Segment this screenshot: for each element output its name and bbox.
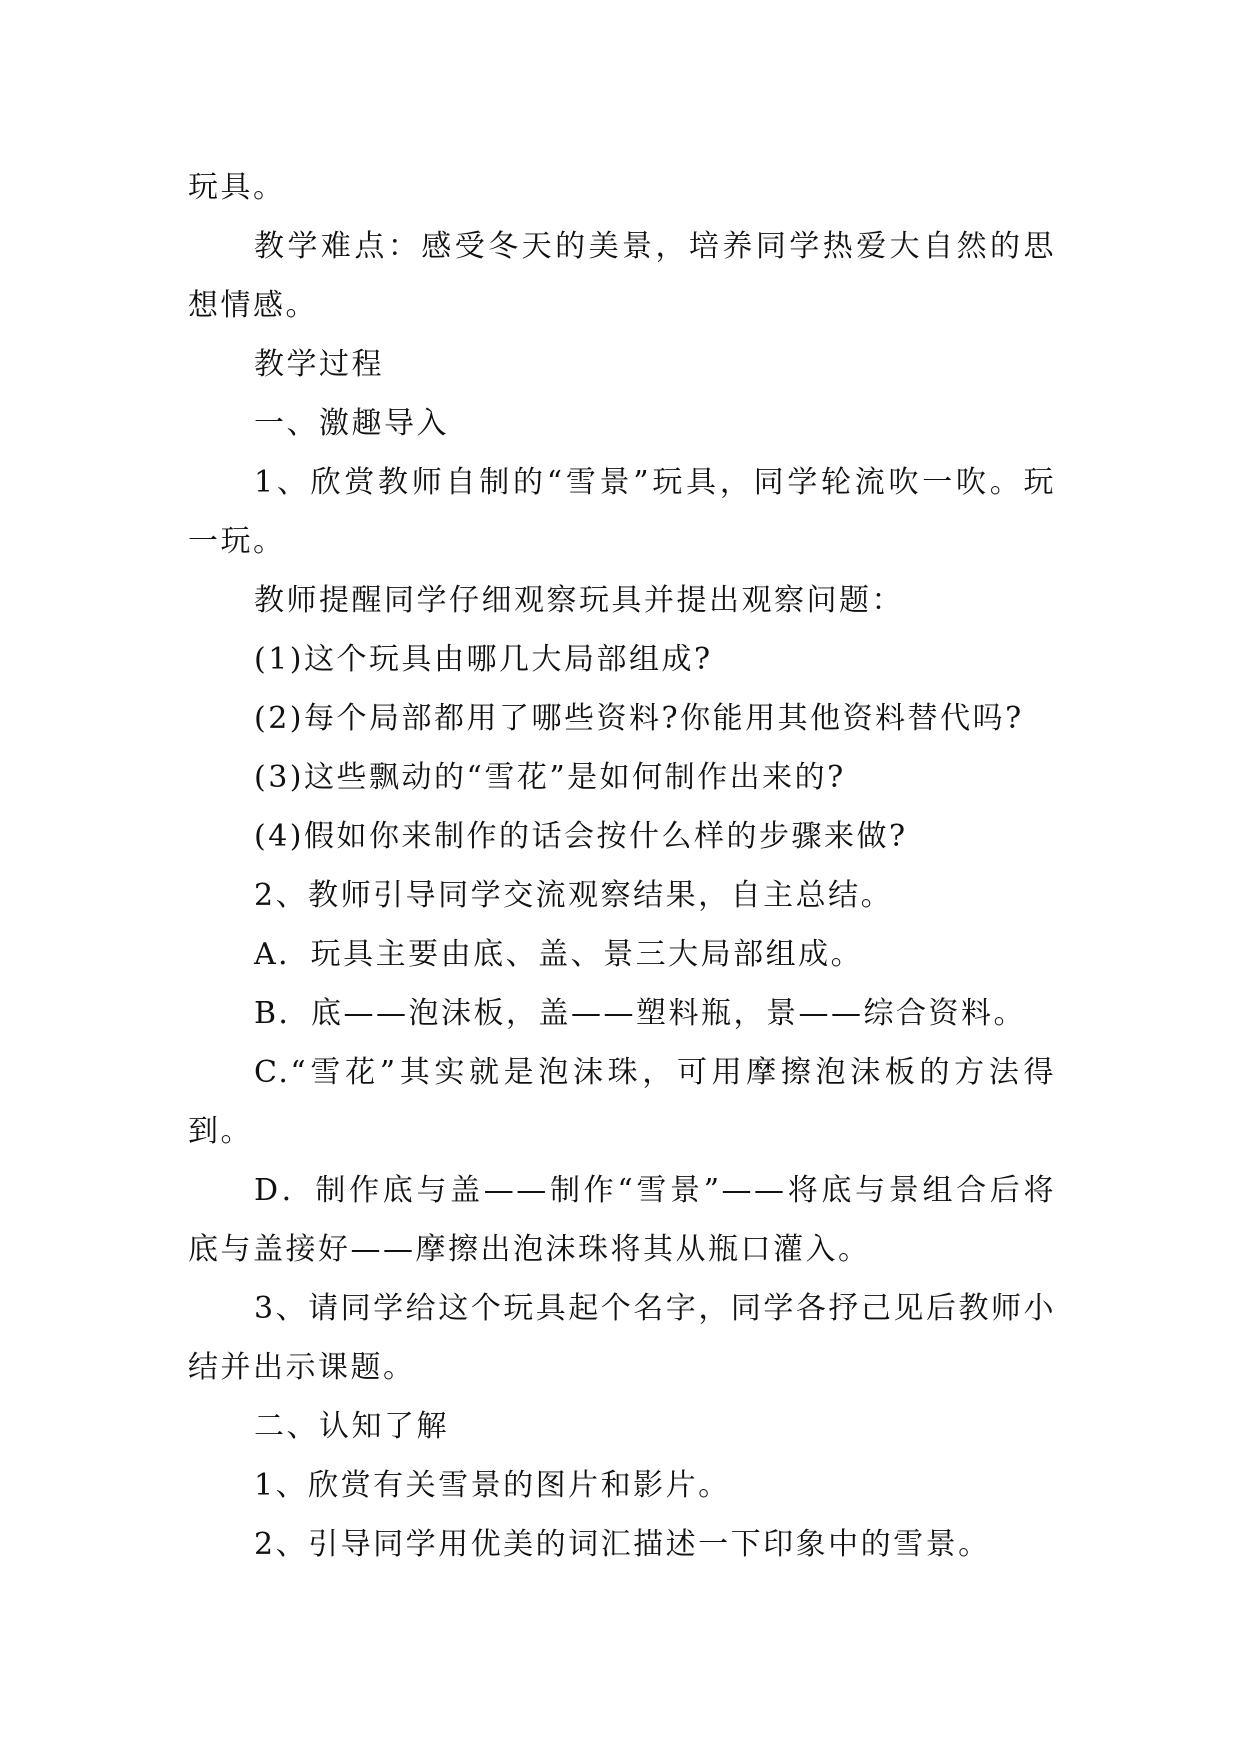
list-item: (4)假如你来制作的话会按什么样的步骤来做? xyxy=(254,819,908,854)
paragraph: 玩具。 xyxy=(188,170,286,205)
paragraph-teaching-difficulty: 教学难点：感受冬天的美景，培养同学热爱大自然的思想情感。 xyxy=(188,229,1056,323)
paragraph: 教师提醒同学仔细观察玩具并提出观察问题： xyxy=(254,583,904,618)
list-item: B．底——泡沫板，盖——塑料瓶，景——综合资料。 xyxy=(254,996,1027,1031)
paragraph: 1、欣赏有关雪景的图片和影片。 xyxy=(254,1468,731,1503)
list-item: D．制作底与盖——制作“雪景”——将底与景组合后将底与盖接好——摩擦出泡沫珠将其从瓶口灌入。 xyxy=(188,1173,1056,1267)
list-item: C.“雪花”其实就是泡沫珠，可用摩擦泡沫板的方法得到。 xyxy=(188,1055,1056,1149)
list-item: (3)这些飘动的“雪花”是如何制作出来的? xyxy=(254,760,846,795)
paragraph: 2、教师引导同学交流观察结果，自主总结。 xyxy=(254,878,894,913)
paragraph: 2、引导同学用优美的词汇描述一下印象中的雪景。 xyxy=(254,1527,991,1562)
list-item: (2)每个局部都用了哪些资料?你能用其他资料替代吗? xyxy=(254,701,1024,736)
list-item: A．玩具主要由底、盖、景三大局部组成。 xyxy=(254,937,864,972)
document-body xyxy=(188,158,1056,1574)
paragraph: 3、请同学给这个玩具起个名字，同学各抒己见后教师小结并出示课题。 xyxy=(188,1291,1056,1385)
section-heading-1: 一、激趣导入 xyxy=(254,406,449,441)
list-item: (1)这个玩具由哪几大局部组成? xyxy=(254,642,713,677)
paragraph: 1、欣赏教师自制的“雪景”玩具，同学轮流吹一吹。玩一玩。 xyxy=(188,465,1056,559)
section-heading-2: 二、认知了解 xyxy=(254,1409,449,1444)
section-heading-teaching-process: 教学过程 xyxy=(254,347,384,382)
